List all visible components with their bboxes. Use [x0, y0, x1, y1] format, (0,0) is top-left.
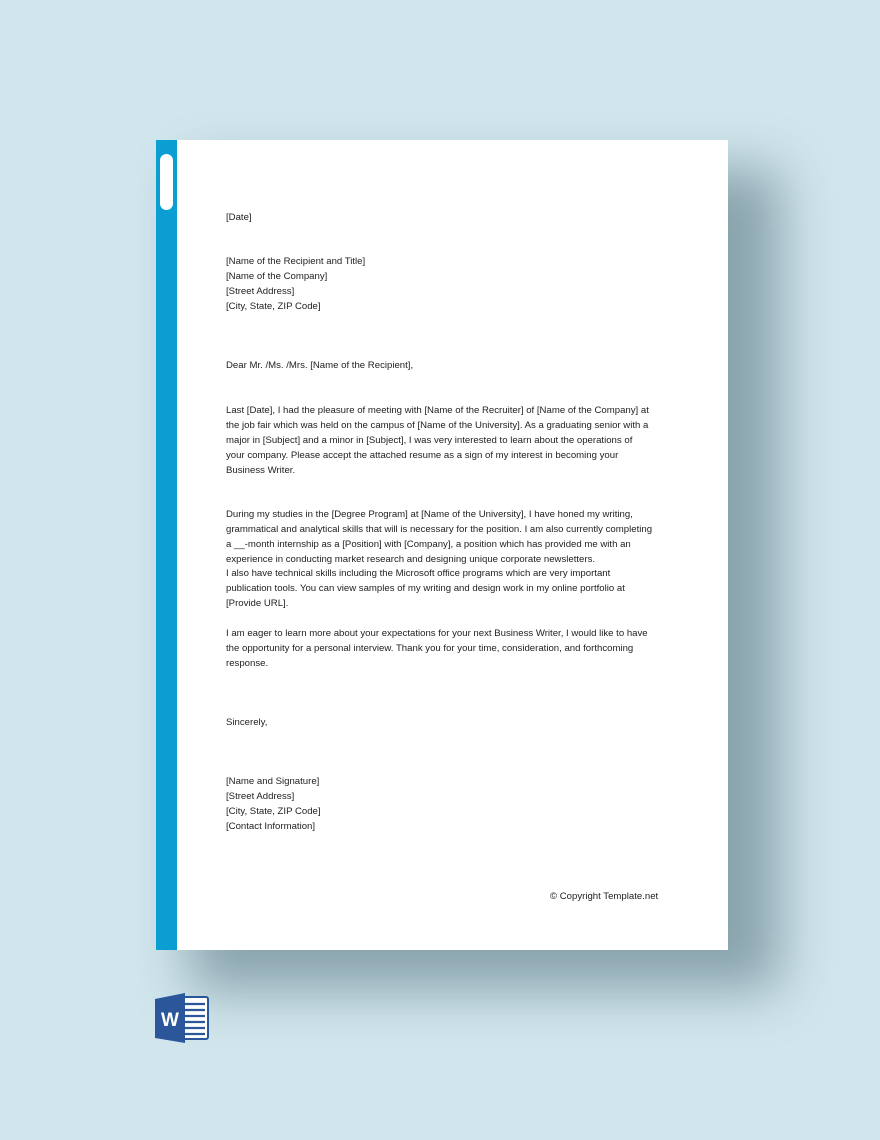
salutation: Dear Mr. /Ms. /Mrs. [Name of the Recipient], [226, 360, 414, 371]
recipient-name: [Name of the Recipient and Title] [226, 256, 366, 267]
binder-tab [160, 154, 173, 210]
accent-side-bar [156, 140, 177, 950]
paragraph-3: I also have technical skills including the Microsoft office programs which are very important publication tools. You can view samples of my writing and design work in my online portfolio at [Provide URL]. [226, 568, 625, 609]
sender-city: [City, State, ZIP Code] [226, 806, 321, 817]
document-page [156, 140, 728, 950]
svg-text:W: W [161, 1010, 179, 1031]
closing: Sincerely, [226, 717, 268, 728]
recipient-address-block [226, 254, 666, 314]
paragraph-1: Last [Date], I had the pleasure of meeting with [Name of the Recruiter] of [Name of the Company] at the job fair which was held on the campus of [Name of the University]. As a graduating senior with a major in [Subject] and a minor in [Subject], I was very interested to learn about the operations of your company. Please accept the attached resume as a sign of my interest in becoming your Business Writer. [226, 405, 649, 476]
sender-contact: [Contact Information] [226, 821, 316, 832]
recipient-street: [Street Address] [226, 286, 295, 297]
sender-block [226, 774, 666, 834]
paragraph-2: During my studies in the [Degree Program] at [Name of the University], I have honed my writing, grammatical and analytical skills that will is necessary for the position. I am also currently completing a __-month internship as a [Position] with [Company], a position which has provided me with an experience in conducting market research and designing unique corporate newsletters. [226, 509, 653, 565]
copyright-notice: © Copyright Template.net [550, 891, 659, 902]
sender-street: [Street Address] [226, 791, 295, 802]
recipient-company: [Name of the Company] [226, 271, 328, 282]
sender-name-signature: [Name and Signature] [226, 776, 320, 787]
date-line: [Date] [226, 212, 252, 223]
recipient-city: [City, State, ZIP Code] [226, 301, 321, 312]
paragraph-4: I am eager to learn more about your expectations for your next Business Writer, I would like to have the opportunity for a personal interview. Thank you for your time, consideration, and forthcoming response. [226, 628, 648, 669]
microsoft-word-icon [155, 993, 210, 1043]
